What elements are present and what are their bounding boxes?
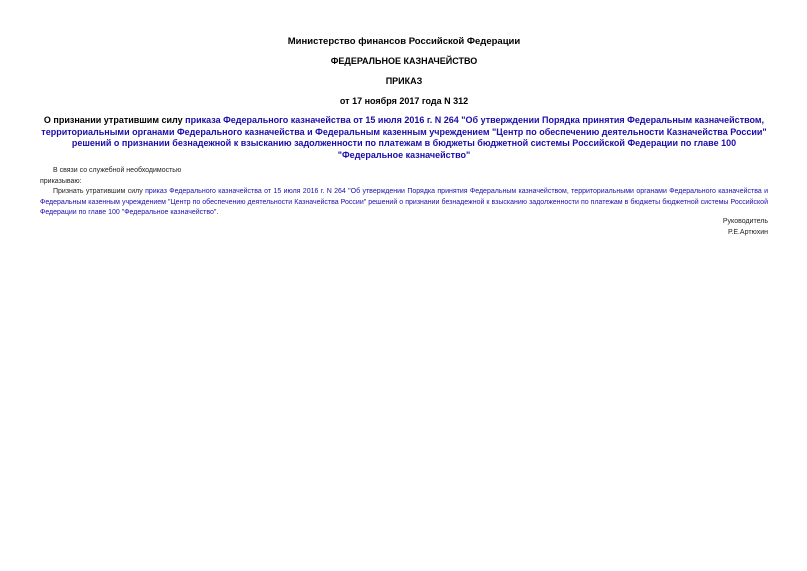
ministry-name: Министерство финансов Российской Федерации [287, 36, 521, 47]
signature-block [723, 216, 768, 238]
agency-name: ФЕДЕРАЛЬНОЕ КАЗНАЧЕЙСТВО [330, 56, 478, 66]
clause-suffix: . [216, 209, 219, 216]
document-date: от 17 ноября 2017 года N 312 [339, 96, 469, 106]
document-page [40, 0, 768, 571]
title-prefix: О признании утратившим силу [43, 115, 186, 125]
reason-paragraph: В связи со служебной необходимостью [53, 167, 182, 174]
document-body [40, 166, 768, 219]
document-type: ПРИКАЗ [385, 76, 423, 86]
order-word: приказываю: [40, 177, 82, 185]
clause-link[interactable]: приказ Федерального казначейства от 15 июля 2016 г. N 264 "Об утверждении Порядка принятия Федеральным казначейством, территориальными органами Федерального казначейства и Федеральным казенным учреждением "Центр по обеспечению деятельности Казначейства России" решений о признании безнадежной к взысканию задолженности по платежам в бюджеты бюджетной системы Российской Федерации по главе 100 "Федеральное казначейство" [40, 188, 768, 216]
signatory-name: Р.Е.Артюхин [728, 229, 768, 236]
document-title [40, 115, 768, 161]
clause-prefix: Признать утратившим силу [53, 188, 146, 195]
clause-paragraph [40, 187, 768, 219]
signatory-position: Руководитель [722, 218, 768, 225]
title-link[interactable]: приказа Федерального казначейства от 15 июля 2016 г. N 264 "Об утверждении Порядка принятия Федеральным казначейством, территориальными органами Федерального казначейства и Федеральным казенным учреждением "Центр по обеспечению деятельности Казначейства России" решений о признании безнадежной к взысканию задолженности по платежам в бюджеты бюджетной системы Российской Федерации по главе 100 "Федеральное казначейство" [41, 115, 767, 160]
